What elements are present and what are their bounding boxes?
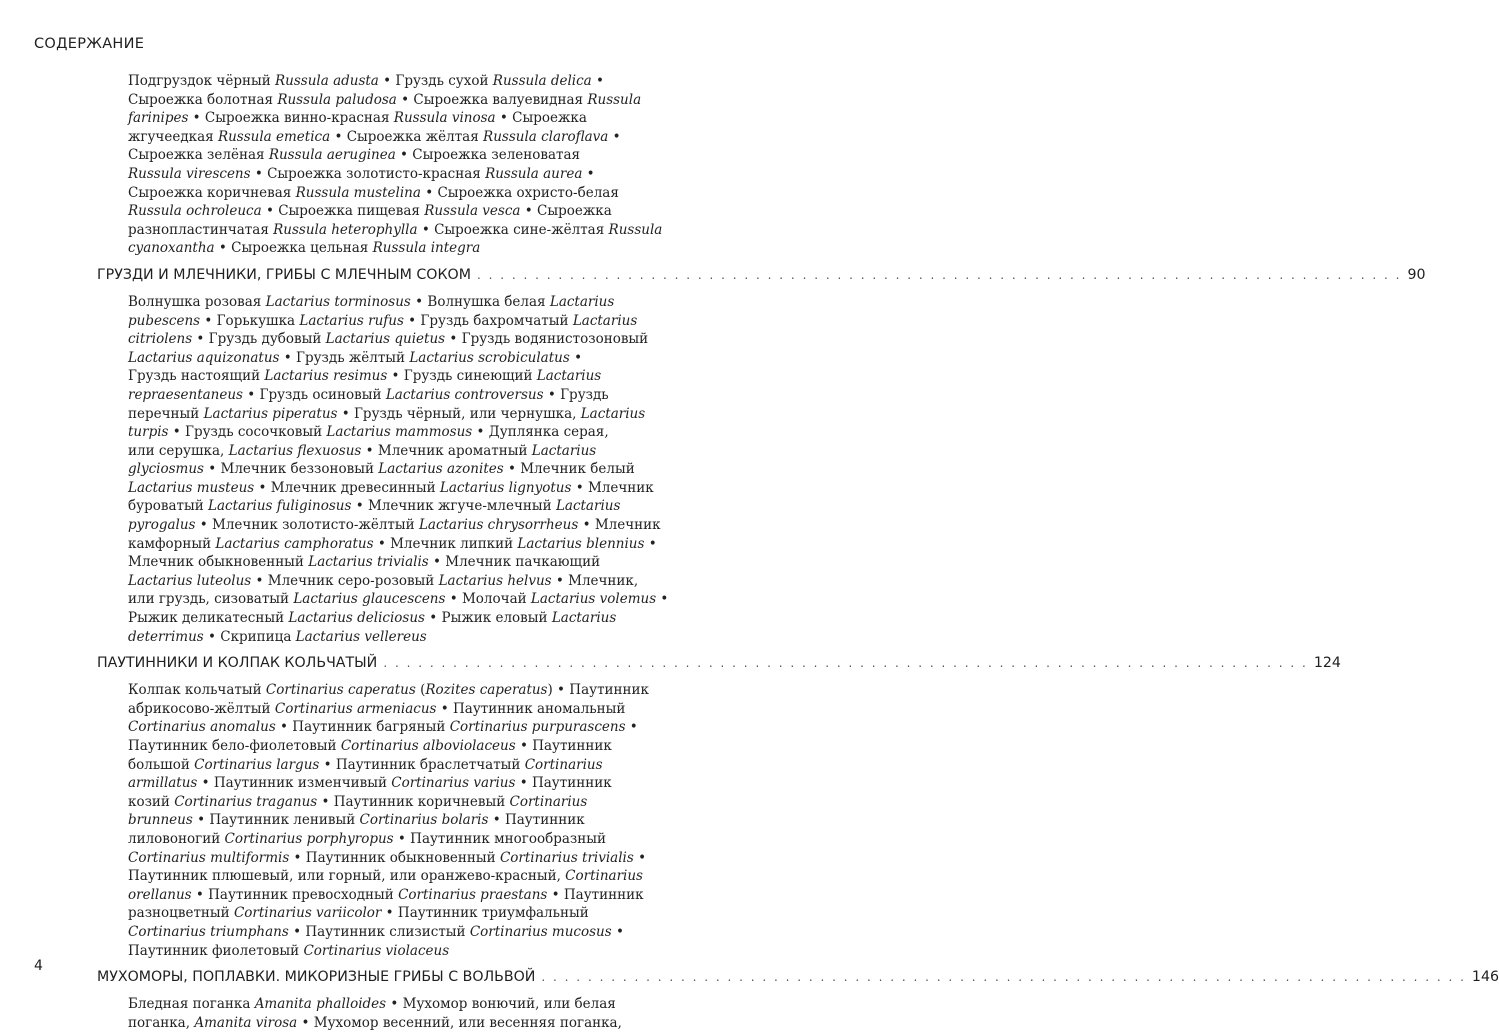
latin-name: Cortinarius mucosus: [469, 923, 612, 940]
latin-name: Russula emetica: [217, 128, 331, 145]
latin-name: Lactarius azonites: [378, 461, 504, 478]
common-name-text: •: [644, 535, 657, 552]
latin-name: Cortinarius variicolor: [233, 905, 382, 922]
common-name-text: • Груздь синеющий: [387, 368, 537, 385]
latin-name: Russula claroflava: [483, 128, 609, 145]
common-name-text: разноцветный: [128, 905, 234, 922]
common-name-text: • Паутинник многообразный: [393, 830, 606, 847]
latin-name: Russula integra: [372, 240, 481, 257]
latin-name: Russula virescens: [128, 165, 251, 182]
entry-line: [128, 718, 638, 737]
latin-name: Russula vesca: [424, 203, 521, 220]
common-name-text: поганка,: [128, 1014, 195, 1031]
common-name-text: камфорный: [128, 535, 216, 552]
entry-line: [128, 330, 649, 349]
common-name-text: • Млечник беззоновый: [203, 461, 379, 478]
common-name-text: • Паутинник браслетчатый: [319, 756, 525, 773]
entry-line: [128, 91, 642, 110]
common-name-text: • Груздь дубовый: [192, 331, 326, 348]
common-name-text: • Млечник ароматный: [361, 442, 532, 459]
entry-line: [128, 923, 624, 942]
common-name-text: • Груздь сосочковый: [168, 424, 327, 441]
entry-line: [128, 572, 639, 591]
common-name-text: или серушка,: [128, 442, 229, 459]
entry-line: [128, 184, 619, 203]
latin-name: Cortinarius varius: [391, 775, 516, 792]
latin-name: Lactarius luteolus: [128, 572, 252, 589]
common-name-text: буроватый: [128, 498, 208, 515]
common-name-text: Груздь настоящий: [128, 368, 265, 385]
latin-name: Cortinarius purpurascens: [449, 719, 626, 736]
entry-line: [128, 239, 558, 258]
common-name-text: Колпак кольчатый: [128, 682, 266, 699]
dot-leader: . . . . . . . . . . . . . . . . . . . . . . . . . . . . . . . . . . . . . . . . . . . . . . . . . . . . . . . . . . . . . . . . . . . . . . . . . . . . . . . .: [383, 656, 1308, 671]
entry-line: [128, 830, 606, 849]
section-entries: [97, 681, 649, 960]
common-name-text: • Паутинник ленивый: [192, 812, 360, 829]
latin-name: Cortinarius porphyropus: [224, 830, 394, 847]
latin-name: Cortinarius traganus: [174, 793, 318, 810]
toc-section: [97, 655, 1341, 960]
latin-name: Lactarius: [572, 312, 638, 329]
latin-name: Russula: [608, 221, 663, 238]
latin-name: Lactarius helvus: [438, 572, 552, 589]
common-name-text: • Дуплянка серая,: [472, 424, 609, 441]
latin-name: Rozites caperatus: [425, 682, 548, 699]
section-title: ПАУТИННИКИ И КОЛПАК КОЛЬЧАТЫЙ: [97, 655, 378, 672]
latin-name: farinipes: [128, 110, 189, 127]
entry-line: [128, 700, 626, 719]
latin-name: Lactarius volemus: [530, 591, 657, 608]
entry-line: [128, 405, 646, 424]
common-name-text: • Млечник пачкающий: [428, 554, 601, 571]
latin-name: deterrimus: [128, 628, 204, 645]
common-name-text: • Груздь: [543, 386, 609, 403]
common-name-text: • Груздь водянистозоновый: [445, 331, 649, 348]
common-name-text: • Мухомор вонючий, или белая: [386, 996, 616, 1013]
common-name-text: Сыроежка болотная: [128, 91, 278, 108]
section-page-number: 146: [1471, 969, 1499, 986]
entry-line: [128, 460, 635, 479]
dot-leader: . . . . . . . . . . . . . . . . . . . . . . . . . . . . . . . . . . . . . . . . . . . . . . . . . . . . . . . . . . . . . . . . . . . . . . . . . . . . . . . .: [541, 970, 1466, 985]
entry-line: [128, 590, 669, 609]
entry-line: [128, 386, 609, 405]
common-name-text: • Млечник,: [551, 572, 639, 589]
common-name-text: • Паутинник триумфальный: [381, 905, 589, 922]
latin-name: Lactarius: [536, 368, 602, 385]
latin-name: Cortinarius: [565, 868, 643, 885]
common-name-text: • Паутинник: [547, 886, 644, 903]
entry-line: [128, 312, 638, 331]
entry-line: [128, 349, 583, 368]
entry-line: [128, 479, 654, 498]
latin-name: Cortinarius: [524, 756, 603, 773]
entry-line: [128, 681, 649, 700]
entry-line: [128, 628, 558, 647]
common-name-text: •: [611, 923, 624, 940]
entry-line: [128, 497, 621, 516]
common-name-text: • Мухомор весенний, или весенняя поганка,: [297, 1014, 622, 1031]
common-name-text: • Волнушка белая: [410, 293, 550, 310]
latin-name: Lactarius flexuosus: [228, 442, 362, 459]
common-name-text: •: [591, 73, 604, 89]
latin-name: Lactarius: [531, 442, 597, 459]
latin-name: Cortinarius largus: [194, 756, 320, 773]
entry-line: [128, 128, 621, 147]
entry-line: [128, 442, 597, 461]
latin-name: Russula: [587, 91, 642, 108]
common-name-text: •: [608, 128, 621, 145]
latin-name: Cortinarius praestans: [398, 886, 548, 903]
latin-name: Lactarius aquizonatus: [128, 349, 280, 366]
latin-name: Lactarius rufus: [299, 312, 404, 329]
toc-section: [97, 969, 1499, 1032]
common-name-text: разнопластинчатая: [128, 221, 274, 238]
latin-name: Russula delica: [492, 73, 592, 89]
latin-name: Lactarius resimus: [264, 368, 388, 385]
section-entries: [97, 293, 669, 646]
section-title: ГРУЗДИ И МЛЕЧНИКИ, ГРИБЫ С МЛЕЧНЫМ СОКОМ: [97, 266, 471, 283]
latin-name: Lactarius fuliginosus: [208, 498, 352, 515]
latin-name: Russula paludosa: [277, 91, 397, 108]
latin-name: Cortinarius multiformis: [128, 849, 290, 866]
entry-line: [128, 867, 643, 886]
common-name-text: • Скрипица: [203, 628, 296, 645]
common-name-text: или груздь, сизоватый: [128, 591, 294, 608]
latin-name: Russula mustelina: [295, 184, 421, 201]
section-title: МУХОМОРЫ, ПОПЛАВКИ. МИКОРИЗНЫЕ ГРИБЫ С ВОЛЬВОЙ: [97, 969, 536, 986]
common-name-text: • Груздь осиновый: [242, 386, 386, 403]
entry-line: [128, 72, 604, 91]
common-name-text: •: [569, 349, 583, 366]
common-name-text: • Млечник липкий: [373, 535, 518, 552]
entry-line: [128, 609, 617, 628]
common-name-text: абрикосово-жёлтый: [128, 700, 275, 717]
common-name-text: • Млечник белый: [503, 461, 635, 478]
common-name-text: • Сыроежка пищевая: [261, 203, 425, 220]
section-entries: [97, 995, 622, 1032]
common-name-text: • Груздь бахромчатый: [403, 312, 573, 329]
latin-name: Lactarius chrysorrheus: [418, 517, 579, 534]
common-name-text: • Груздь жёлтый: [279, 349, 410, 366]
latin-name: Cortinarius anomalus: [128, 719, 276, 736]
common-name-text: • Горькушка: [200, 312, 300, 329]
toc-section: [97, 266, 1426, 646]
entry-line: [128, 793, 588, 812]
entry-line: [128, 165, 595, 184]
latin-name: Russula heterophylla: [273, 221, 418, 238]
entry-line: [128, 109, 587, 128]
common-name-text: Подгруздок чёрный: [128, 73, 275, 89]
common-name-text: • Млечник древесинный: [254, 479, 440, 496]
latin-name: Russula aeruginea: [268, 147, 396, 164]
toc-section: [97, 72, 663, 258]
entry-line: [128, 904, 589, 923]
latin-name: Cortinarius: [509, 793, 588, 810]
common-name-text: • Паутинник обыкновенный: [289, 849, 500, 866]
page-number: 4: [34, 958, 43, 974]
entry-line: [128, 811, 585, 830]
common-name-text: большой: [128, 756, 195, 773]
common-name-text: жгучеедкая: [128, 128, 218, 145]
latin-name: Cortinarius bolaris: [359, 812, 489, 829]
latin-name: Russula aurea: [485, 165, 583, 182]
latin-name: Lactarius musteus: [128, 479, 255, 496]
common-name-text: лиловоногий: [128, 830, 225, 847]
common-name-text: козий: [128, 793, 175, 810]
latin-name: Lactarius torminosus: [265, 293, 411, 310]
latin-name: pubescens: [128, 312, 201, 329]
entry-line: [128, 553, 601, 572]
section-entries: [97, 72, 663, 258]
entry-line: [128, 774, 612, 793]
latin-name: orellanus: [128, 886, 192, 903]
common-name-text: • Млечник: [571, 479, 654, 496]
table-of-contents: [97, 72, 1499, 1032]
common-name-text: • Рыжик еловый: [424, 610, 552, 627]
latin-name: Lactarius scrobiculatus: [409, 349, 570, 366]
latin-name: Cortinarius armeniacus: [274, 700, 437, 717]
latin-name: Lactarius: [580, 405, 646, 422]
latin-name: Lactarius: [551, 610, 617, 627]
entry-line: [128, 367, 602, 386]
latin-name: brunneus: [128, 812, 193, 829]
common-name-text: •: [633, 849, 647, 866]
common-name-text: • Паутинник багряный: [275, 719, 450, 736]
toc-section-heading[interactable]: [97, 969, 1499, 991]
common-name-text: ) • Паутинник: [547, 682, 649, 699]
common-name-text: • Паутинник превосходный: [191, 886, 399, 903]
entry-line: [128, 293, 615, 312]
entry-line: [128, 1014, 622, 1032]
entry-line: [128, 221, 663, 240]
common-name-text: • Молочай: [445, 591, 531, 608]
latin-name: Lactarius trivialis: [308, 554, 429, 571]
latin-name: Lactarius deliciosus: [288, 610, 425, 627]
common-name-text: • Паутинник: [515, 775, 612, 792]
latin-name: Cortinarius violaceus: [303, 942, 450, 959]
latin-name: Lactarius vellereus: [295, 628, 427, 645]
common-name-text: • Паутинник: [515, 738, 612, 754]
common-name-text: • Сыроежка валуевидная: [396, 91, 588, 108]
section-page-number: 124: [1313, 655, 1341, 672]
latin-name: Cortinarius caperatus: [265, 682, 416, 699]
entry-line: [128, 202, 612, 221]
common-name-text: • Паутинник изменчивый: [197, 775, 392, 792]
common-name-text: •: [625, 719, 638, 736]
common-name-text: Бледная поганка: [128, 996, 255, 1013]
common-name-text: • Млечник жгуче-млечный: [351, 498, 556, 515]
common-name-text: •: [656, 591, 669, 608]
latin-name: Russula adusta: [275, 73, 379, 89]
common-name-text: • Сыроежка жёлтая: [330, 128, 484, 145]
latin-name: Cortinarius trivialis: [499, 849, 634, 866]
latin-name: pyrogalus: [128, 517, 196, 534]
common-name-text: • Сыроежка: [495, 110, 587, 127]
common-name-text: • Млечник серо-розовый: [251, 572, 439, 589]
common-name-text: Паутинник фиолетовый: [128, 942, 304, 959]
section-page-number: 90: [1407, 266, 1426, 283]
latin-name: Lactarius controversus: [385, 386, 544, 403]
common-name-text: • Груздь чёрный, или чернушка,: [337, 405, 581, 422]
common-name-text: • Паутинник слизистый: [288, 923, 470, 940]
common-name-text: • Сыроежка охристо-белая: [420, 184, 619, 201]
latin-name: cyanoxantha: [128, 240, 215, 257]
toc-section-heading[interactable]: [97, 266, 1426, 289]
latin-name: turpis: [128, 424, 169, 441]
latin-name: glyciosmus: [128, 461, 204, 478]
latin-name: Lactarius blennius: [517, 535, 645, 552]
common-name-text: • Паутинник аномальный: [436, 700, 626, 717]
common-name-text: • Сыроежка золотисто-красная: [250, 165, 486, 182]
latin-name: Amanita phalloides: [254, 996, 387, 1013]
latin-name: Lactarius camphoratus: [215, 535, 374, 552]
common-name-text: • Паутинник: [488, 812, 585, 829]
toc-section-heading[interactable]: [97, 655, 1341, 677]
common-name-text: Сыроежка коричневая: [128, 184, 296, 201]
latin-name: Russula vinosa: [393, 110, 496, 127]
latin-name: repraesentaneus: [128, 386, 243, 403]
latin-name: Cortinarius alboviolaceus: [340, 738, 516, 754]
latin-name: Lactarius lignyotus: [439, 479, 572, 496]
common-name-text: • Сыроежка цельная: [214, 240, 373, 257]
common-name-text: Паутинник бело-фиолетовый: [128, 738, 341, 754]
page-header-title: СОДЕРЖАНИЕ: [34, 36, 145, 52]
common-name-text: • Сыроежка винно-красная: [188, 110, 394, 127]
latin-name: citriolens: [128, 331, 193, 348]
common-name-text: Паутинник плюшевый, или горный, или оранжево-красный,: [128, 868, 566, 885]
common-name-text: перечный: [128, 405, 204, 422]
latin-name: Lactarius: [549, 293, 615, 310]
common-name-text: Млечник обыкновенный: [128, 554, 309, 571]
common-name-text: • Сыроежка зеленоватая: [395, 147, 581, 164]
common-name-text: • Паутинник коричневый: [317, 793, 510, 810]
latin-name: Russula ochroleuca: [128, 203, 262, 220]
entry-line: [128, 423, 609, 442]
entry-line: [128, 849, 647, 868]
latin-name: Lactarius quietus: [325, 331, 446, 348]
entry-line: [128, 995, 616, 1014]
common-name-text: Сыроежка зелёная: [128, 147, 269, 164]
latin-name: Lactarius: [555, 498, 621, 515]
latin-name: Lactarius mammosus: [326, 424, 473, 441]
entry-line: [128, 942, 558, 961]
common-name-text: • Сыроежка: [520, 203, 612, 220]
latin-name: armillatus: [128, 775, 198, 792]
entry-line: [128, 886, 644, 905]
latin-name: Cortinarius triumphans: [128, 923, 289, 940]
common-name-text: • Груздь сухой: [378, 73, 493, 89]
latin-name: Amanita virosa: [194, 1014, 298, 1031]
common-name-text: Рыжик деликатесный: [128, 610, 289, 627]
entry-line: [128, 146, 581, 165]
common-name-text: • Сыроежка сине-жёлтая: [417, 221, 609, 238]
entry-line: [128, 535, 657, 554]
dot-leader: . . . . . . . . . . . . . . . . . . . . . . . . . . . . . . . . . . . . . . . . . . . . . . . . . . . . . . . . . . . . . . . . . . . . . . . . . . . . . . . .: [476, 267, 1402, 282]
entry-line: [128, 737, 612, 756]
entry-line: [128, 756, 603, 775]
common-name-text: •: [582, 165, 595, 182]
common-name-text: (: [415, 682, 426, 699]
common-name-text: Волнушка розовая: [128, 293, 266, 310]
entry-line: [128, 516, 661, 535]
common-name-text: • Млечник золотисто-жёлтый: [195, 517, 419, 534]
latin-name: Lactarius glaucescens: [293, 591, 446, 608]
latin-name: Lactarius piperatus: [203, 405, 338, 422]
common-name-text: • Млечник: [578, 517, 661, 534]
